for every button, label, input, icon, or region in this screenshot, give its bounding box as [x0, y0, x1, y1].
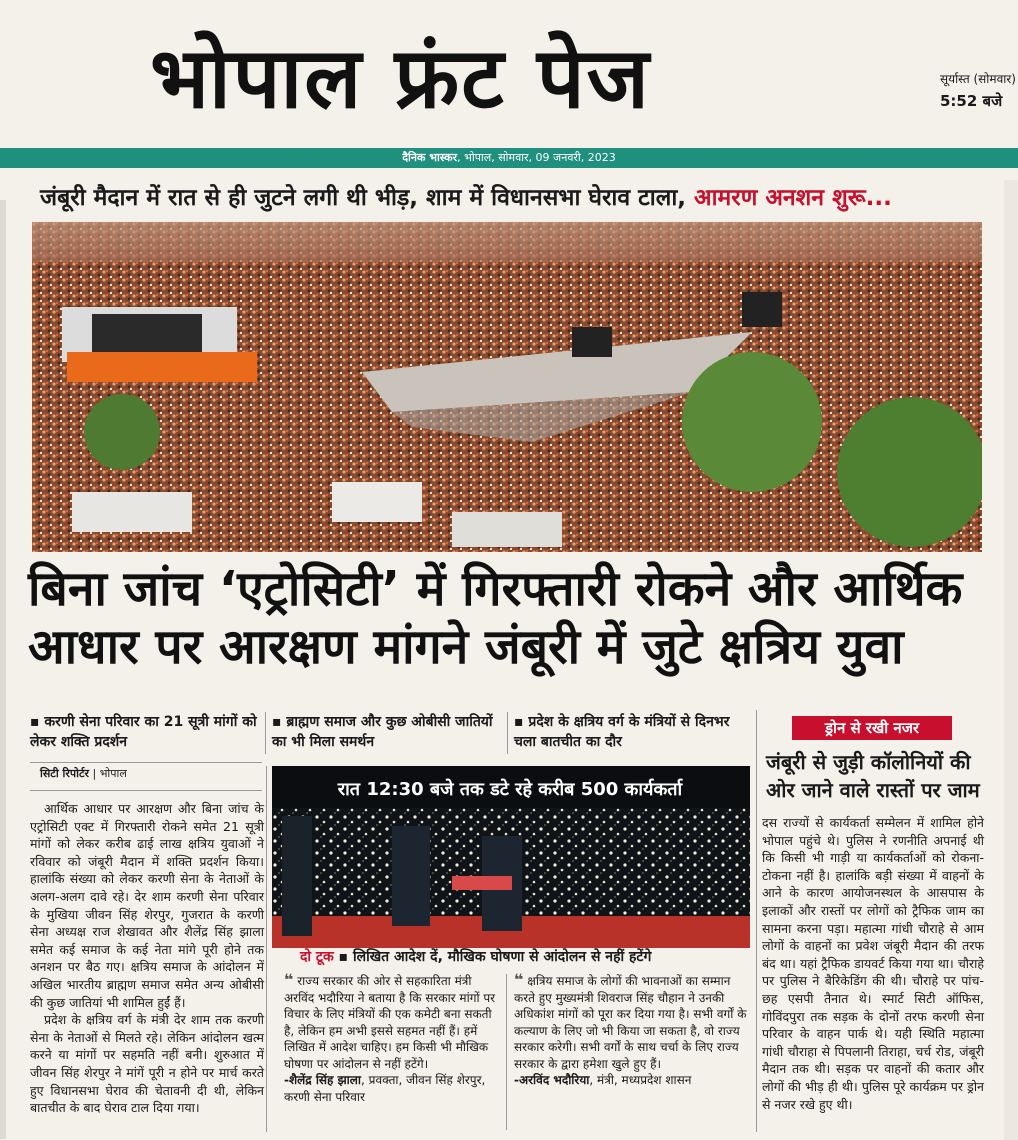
quote-2-signature: -अरविंद भदौरिया: [514, 1073, 590, 1087]
two-took-label: दो टूक: [300, 949, 334, 965]
quote-2-text: क्षत्रिय समाज के लोगों की भावनाओं का सम्मान करते हुए मुख्यमंत्री शिवराज सिंह चौहान ने उनकी अधिकांश मांगों को पूरा कर दिया गया है। सभी वर्गों के कल्याण के लिए जो भी किया जा सकता है, वो राज्य सरकार करेगी। सभी वर्गों के साथ चर्चा के लिए राज्य सरकार के द्वारा हमेशा खुले हुए हैं।: [514, 974, 747, 1071]
quote-mark-icon: ❝: [284, 970, 294, 989]
headline-line-2: आधार पर आरक्षण मांगने जंबूरी में जुटे क्षत्रिय युवा: [28, 619, 904, 675]
byline-name: सिटी रिपोर्टर: [40, 767, 89, 780]
rally-photo: [32, 222, 982, 552]
kicker-highlight: आमरण अनशन शुरू...: [694, 185, 892, 211]
sunset-label: सूर्यास्त (सोमवार): [940, 72, 1016, 86]
two-took-text: ▪ लिखित आदेश दें, मौखिक घोषणा से आंदोलन से नहीं हटेंगे: [333, 949, 652, 965]
sunset-time: 5:52 बजे: [940, 92, 1003, 110]
byline: [40, 766, 127, 782]
masthead-title: भोपाल फ्रंट पेज: [150, 28, 651, 127]
kicker-headline: [40, 178, 980, 218]
column-rule: [265, 712, 266, 754]
photo-caption-title: रात 12:30 बजे तक डटे रहे करीब 500 कार्यकर्ता: [337, 779, 683, 800]
byline-place: | भोपाल: [89, 767, 127, 780]
paper-name: दैनिक भास्कर: [402, 151, 458, 164]
main-article-body: [30, 800, 264, 1117]
body-paragraph-2: प्रदेश के क्षत्रिय वर्ग के मंत्री देर शाम तक करणी सेना के नेताओं से मिलते रहे। लेकिन आंदोलन खत्म करने या मांगों पर सहमति नहीं बनी। शुरुआत में जीवन सिंह शेरपुर ने मांगें पूरी न होने पर मार्च करते हुए विधानसभा घेराव की चेतावनी दी थी, लेकिन बातचीत के बाद घेराव टाल दिया गया।: [30, 1012, 264, 1116]
body-paragraph-1: आर्थिक आधार पर आरक्षण और बिना जांच के एट्रोसिटी एक्ट में गिरफ्तारी रोकने समेत 21 सूत्री मांगों को लेकर करीब ढाई लाख क्षत्रिय युवाओं ने रविवार को जंबूरी मैदान में शक्ति प्रदर्शन किया। हालांकि संख्या को लेकर करणी सेना के नेताओं के अलग-अलग दावे रहे। देर शाम करणी सेना परिवार के मुखिया जीवन सिंह शेरपुर, गुजरात के करणी सेना अध्यक्ष राज शेखावत और शैलेंद्र सिंह झाला समेत कई समाज के कई नेता मांगे पूरी होने तक अनशन पर बैठ गए। क्षत्रिय समाज के आंदोलन में अखिल भारतीय ब्राह्मण समाज समेत अन्य ओबीसी की कुछ जातियां भी शामिल हुईं हैं।: [30, 801, 264, 1010]
column-rule: [266, 766, 267, 1132]
quote-block-1: [284, 972, 500, 1105]
sunset-box: [940, 68, 1018, 112]
subhead-1: ▪ करणी सेना परिवार का 21 सूत्री मांगों को लेकर शक्ति प्रदर्शन: [30, 714, 257, 750]
quote-mark-icon: ❝: [514, 970, 524, 989]
two-took-heading: [300, 946, 760, 968]
quote-block-2: [514, 972, 750, 1089]
quote-2-role: , मंत्री, मध्यप्रदेश शासन: [589, 1073, 692, 1087]
drone-headline: जंबूरी से जुड़ी कॉलोनियों की ओर जाने वाले रास्तों पर जाम: [766, 750, 980, 802]
page-edge: [0, 200, 6, 1139]
column-rule: [507, 712, 508, 754]
dateline-text: , भोपाल, सोमवार, 09 जनवरी, 2023: [457, 151, 616, 164]
subhead-3: ▪ प्रदेश के क्षत्रिय वर्ग के मंत्रियों से दिनभर चला बातचीत का दौर: [514, 714, 730, 750]
main-headline: [28, 560, 988, 676]
kicker-text: जंबूरी मैदान में रात से ही जुटने लगी थी भीड़, शाम में विधानसभा घेराव टाला,: [40, 185, 695, 211]
headline-line-1: बिना जांच ‘एट्रोसिटी’ में गिरफ्तारी रोकने और आर्थिक: [28, 561, 963, 617]
column-rule: [756, 710, 757, 1132]
quote-1-text: राज्य सरकार की ओर से सहकारिता मंत्री अरविंद भदौरिया ने बताया है कि सरकार मांगों पर विचार के लिए मंत्रियों की एक कमेटी बना सकती है, लेकिन हम अभी इससे सहमत नहीं हैं। हमें लिखित में आदेश चाहिए। हम किसी भी मौखिक घोषणा पर आंदोलन से नहीं हटेंगे।: [284, 974, 496, 1071]
byline-rule: [30, 790, 262, 791]
quote-1-role: , प्रवक्ता, जीवन सिंह शेरपुर, करणी सेना परिवार: [284, 1073, 486, 1104]
byline-rule: [30, 762, 262, 763]
subhead-2: ▪ ब्राह्मण समाज और कुछ ओबीसी जातियों का भी मिला समर्थन: [272, 714, 493, 750]
adjacent-page-strip: [1004, 180, 1018, 1140]
column-rule: [506, 974, 507, 1130]
drone-section-badge: ड्रोन से रखी नजर: [792, 716, 952, 740]
dateline-bar: [0, 148, 1018, 168]
quote-1-signature: -शैलेंद्र सिंह झाला: [284, 1073, 362, 1087]
drone-article-body: दस राज्यों से कार्यकर्ता सम्मेलन में शामिल होने भोपाल पहुंचे थे। पुलिस ने रणनीति अपनाई थी कि किसी भी गाड़ी या कार्यकर्ताओं को रोकना-टोकना नहीं है। हालांकि बड़ी संख्या में वाहनों के आने के कारण आयोजनस्थल के आसपास के इलाकों और रास्तों पर लोगों को ट्रैफिक जाम का सामना करना पड़ा। महात्मा गांधी चौराहे से आम लोगों के वाहनों का प्रवेश जंबूरी मैदान की तरफ बंद था। यहां ट्रैफिक डायवर्ट किया गया था। चौराहे पर पुलिस ने बैरिकेडिंग की थी। चौराहे पर पांच-छह एसपी तैनात थे। स्मार्ट सिटी ऑफिस, गोविंदपुरा तक सड़क के दोनों तरफ करणी सेना परिवार के वाहन पार्क थे। यही स्थिति महात्मा गांधी चौराहा से पिपलानी तिराहा, चर्च रोड, जंबूरी मैदान तक थी। सड़क पर वाहनों की कतार और लोगों की भीड़ ही थी। पुलिस पूरे कार्यक्रम पर ड्रोन से नजर रखे हुए थी।: [762, 815, 984, 1112]
